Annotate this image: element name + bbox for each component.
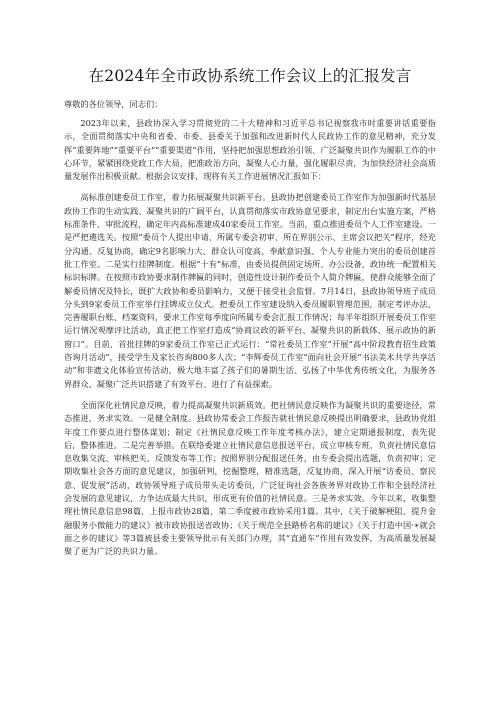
document-title: 在2024年全市政协系统工作会议上的汇报发言	[88, 67, 412, 85]
paragraph-public-opinion: 全面深化社情民意反映，着力提高凝聚共识新质效。把社情民意反映作为凝聚共识的重要途径，常态推进，务求实效。一是健全制度。县政协常委会工作报告就社情民意反映提出明确要求，县政协党组年度工作要点进行整体谋划；制定《社情民意反映工作年度考核办法》，建立定期通报制度，表先促后，整体推进。二是完善举措。在联络委建立社情民意信息报送平台，成立审核专班，负责社情民意信息收集交流、审核把关、反馈发布等工作；按照界别分配报送任务，由专委会提出选题，负责初审；定期收集社会各方面的意见建议，加强研判，挖掘整理，精准选题，反复协商，深入开展“访委员、察民意、促发展”活动，政协领导班子成员带头走访委员，广泛征询社会各族务界对政协工作和全县经济社会发展的意见建议，力争达成最大共识，形成更有价值的社情民意。三是务求实效。今年以来，收集整理社情民意信息98篇，上报市政协28篇，第二季度被市政协采用1篇。其中，《关于破解梗阻、提升金融服务小微能力的建议》被市政协报送省政协；《关于规范全县路桥名称的建议》《关于打造中国·∗就会面之乡的建议》等3篇被县委主要领导批示有关部门办理，其“直通车”作用有效发挥，为高质量发展凝聚了更为广泛的共识力量。	[64, 399, 436, 557]
paragraph-intro: 2023年以来，县政协深入学习贯彻党的二十大精神和习近平总书记视察我市时重要讲话重要指示，全面贯彻落实中央和省委、市委、县委关于加强和改进新时代人民政协工作的意见精神，充分发挥“重要阵地”“重要平台”“重要渠道”作用，坚持把加强思想政治引领、广泛凝聚共识作为履职工作的中心环节，紧紧围绕党政工作大局，把准政治方向，凝聚人心力量，强化履职尽责，为加快经济社会高质量发展作出积极贡献。根据会议安排，现将有关工作进展情况汇报如下：	[64, 118, 436, 182]
paragraph-committee-studio: 高标准创建委员工作室，着力拓展凝聚共识新平台。县政协把创建委员工作室作为加强新时代基层政协工作的生动实践、凝聚共识的广阔平台，认真贯彻落实市政协意见要求，制定出台实施方案，严格标准条件、审批流程，确定年内高标准建成40家委员工作室。当前，重点推进委员个人工作室建设。一是严把遴选关。按照“委员个人提出申请、所属专委会初审、所在界别公示、主席会议把关”程序，经充分沟通、反复协商，确定9名影响力大、群众认可度高、奉献意识强、个人专业能力突出的委员创建首批工作室。二是实行挂牌制度。根据“十有”标准，由委员提供固定场所、办公设备，政协统一配置相关标识标牌。在按照市政协要求制作牌匾的同时，创造性设计制作委员个人简介牌匾，使群众能够全面了解委员情况及特长，既扩大政协和委员影响力，又便于接受社会监督。7月14日，县政协领导班子成员分头到9家委员工作室举行挂牌成立仪式。把委员工作室建设纳入委员履职管理范围，制定考评办法，完善履职台账、档案资料，要求工作室每季度向所属专委会汇报工作情况；每半年组织开展委员工作室运行情况观摩评比活动，真正把工作室打造成“协商议政的新平台、凝聚共识的新载体、展示政协的新窗口”。目前，首批挂牌的9家委员工作室已正式运行：“常社委员工作室”开展“高中阶段教育招生政策咨询月活动”，接受学生及家长咨询800多人次；“李辉委员工作室”面向社会开展“书法美术共学共享活动”和非遗文化体验宣传活动，极大地丰富了孩子们的暑期生活、弘扬了中华优秀传统文化，为服务各界群众、凝聚广泛共识搭建了有效平台、进行了有益探索。	[64, 192, 436, 389]
greeting: 尊敬的各位领导，同志们：	[64, 99, 163, 109]
